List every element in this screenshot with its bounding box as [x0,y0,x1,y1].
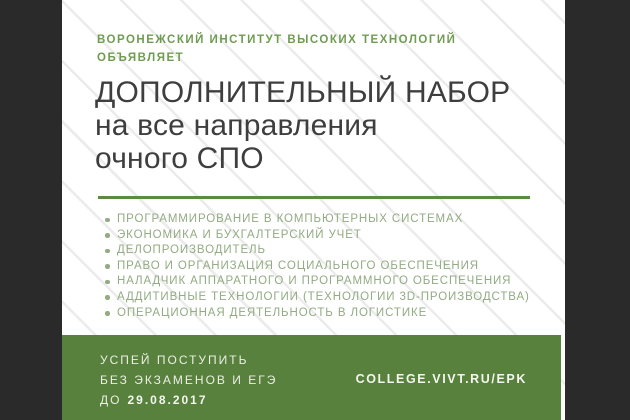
list-item [104,290,530,306]
program-label: АДДИТИВНЫЕ ТЕХНОЛОГИИ (ТЕХНОЛОГИИ 3D-ПРОИЗВОДСТВА) [117,290,530,303]
program-label: ЭКОНОМИКА И БУХГАЛТЕРСКИЙ УЧЕТ [117,228,362,241]
bullet-icon [105,295,110,300]
list-item [104,212,530,228]
bullet-icon [105,311,110,316]
program-label: ДЕЛОПРОИЗВОДИТЕЛЬ [117,244,266,257]
institute-name-line2: ОБЪЯВЛЯЕТ [97,52,185,64]
divider-rule [98,196,530,199]
deadline-line1: УСПЕЙ ПОСТУПИТЬ [100,353,249,367]
announcement-card [62,0,565,420]
deadline-date: 29.08.2017 [127,393,208,407]
programs-list [104,212,530,321]
bullet-icon [105,233,110,238]
headline-line3: очного СПО [95,142,264,175]
list-item [104,306,530,322]
list-item [104,259,530,275]
list-item [104,274,530,290]
deadline-line2: БЕЗ ЭКЗАМЕНОВ И ЕГЭ [100,373,278,387]
bullet-icon [105,280,110,285]
bullet-icon [105,264,110,269]
website-url: COLLEGE.VIVT.RU/EPK [355,372,527,386]
headline-line2: на все направления [95,109,378,142]
headline-line1: ДОПОЛНИТЕЛЬНЫЙ НАБОР [95,76,511,109]
deadline-line3 [100,390,277,410]
bullet-icon [105,218,110,223]
program-label: ОПЕРАЦИОННАЯ ДЕЯТЕЛЬНОСТЬ В ЛОГИСТИКЕ [117,306,428,319]
deadline-prefix: ДО [100,393,122,407]
program-label: НАЛАДЧИК АППАРАТНОГО И ПРОГРАММНОГО ОБЕСПЕЧЕНИЯ [117,275,512,288]
list-item [104,228,530,244]
program-label: ПРАВО И ОРГАНИЗАЦИЯ СОЦИАЛЬНОГО ОБЕСПЕЧЕНИЯ [117,259,480,272]
institute-name [97,31,456,67]
institute-name-line1: ВОРОНЕЖСКИЙ ИНСТИТУТ ВЫСОКИХ ТЕХНОЛОГИЙ [97,34,457,46]
bullet-icon [105,249,110,254]
headline [95,76,510,175]
footer-bar [62,335,561,420]
list-item [104,243,530,259]
program-label: ПРОГРАММИРОВАНИЕ В КОМПЬЮТЕРНЫХ СИСТЕМАХ [117,213,464,225]
deadline-text [100,350,277,410]
